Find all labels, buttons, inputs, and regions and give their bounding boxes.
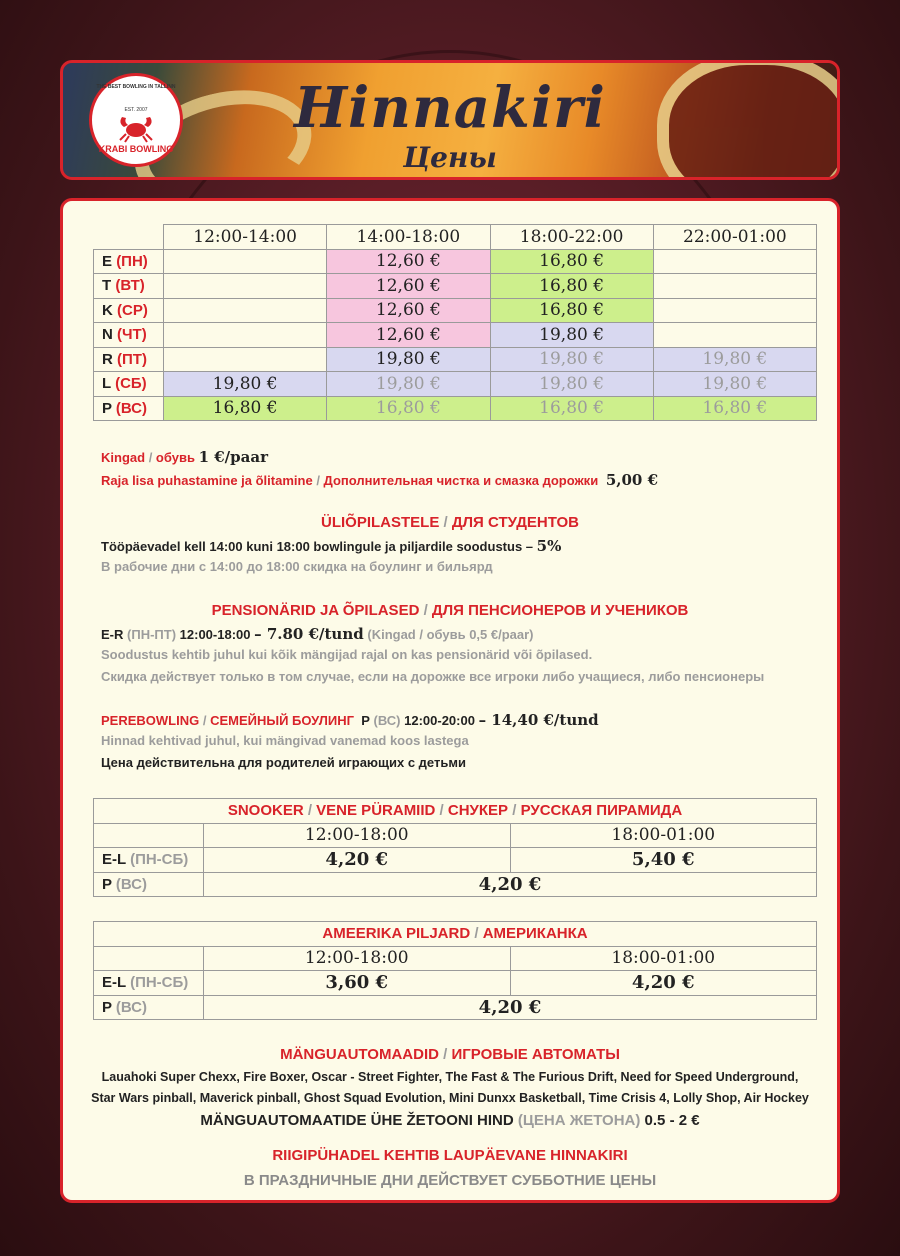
price-cell: 16,80 € — [490, 298, 653, 323]
table-row — [94, 347, 817, 372]
shoes-price: 1 €/paar — [198, 448, 268, 466]
price-cell — [164, 323, 327, 348]
price-cell: 19,80 € — [327, 347, 490, 372]
table-row — [94, 848, 817, 873]
time-slot-header: 12:00-14:00 — [164, 225, 327, 250]
day-code-ru: (ВТ) — [115, 277, 145, 295]
seniors-note-et: Soodustus kehtib juhul kui kõik mängijad rajal on kas pensionärid või õpilased. — [101, 647, 593, 662]
table-row — [94, 396, 817, 421]
logo-top-text: THE BEST BOWLING IN TALLINN — [96, 84, 176, 90]
seniors-title: PENSIONÄRID JA ÕPILASED — [211, 602, 420, 619]
price-cell — [164, 249, 327, 274]
price-cell — [653, 274, 816, 299]
day-code: K — [102, 301, 113, 319]
time-slot-header: 22:00-01:00 — [653, 225, 816, 250]
price-cell: 12,60 € — [327, 274, 490, 299]
day-label — [94, 274, 164, 299]
day-code-ru: (ПТ) — [117, 350, 147, 368]
table-row — [94, 372, 817, 397]
corner-cell — [94, 823, 204, 848]
seniors-shoes-note: (Kingad / обувь 0,5 €/paar) — [367, 627, 534, 642]
seniors-heading: PENSIONÄRID JA ÕPILASED / ДЛЯ ПЕНСИОНЕРОВ И УЧЕНИКОВ — [211, 602, 689, 619]
day-code-ru: (ПН-СБ) — [130, 851, 189, 869]
arcade-token-label: MÄNGUAUTOMAATIDE ÜHE ŽETOONI HIND — [200, 1112, 514, 1129]
price-cell: 19,80 € — [653, 347, 816, 372]
seniors-price-line — [101, 625, 534, 643]
time-slot-header: 18:00-01:00 — [510, 946, 817, 971]
price-cell: 16,80 € — [490, 274, 653, 299]
day-code-ru: (СБ) — [115, 375, 147, 393]
students-title-ru: ДЛЯ СТУДЕНТОВ — [451, 514, 580, 531]
logo-brand-text: KRABI BOWLING — [98, 144, 174, 154]
day-code-ru: (ВС) — [115, 875, 147, 893]
arcade-heading: MÄNGUAUTOMAADID / ИГРОВЫЕ АВТОМАТЫ — [280, 1046, 620, 1063]
time-slot-header: 18:00-01:00 — [510, 823, 817, 848]
family-days-ru: (ВС) — [373, 713, 401, 728]
day-label — [94, 298, 164, 323]
students-title: ÜLIÕPILASTELE — [320, 514, 440, 531]
day-label — [94, 347, 164, 372]
holiday-note-ru: В ПРАЗДНИЧНЫЕ ДНИ ДЕЙСТВУЕТ СУББОТНИЕ ЦЕНЫ — [243, 1172, 657, 1189]
day-label — [94, 372, 164, 397]
day-code: E — [102, 252, 113, 270]
time-slot-header: 18:00-22:00 — [490, 225, 653, 250]
lane-cleaning-label: Raja lisa puhastamine ja õlitamine — [101, 473, 313, 488]
day-code: E-L — [102, 974, 126, 992]
arcade-token-price: 0.5 - 2 € — [644, 1112, 700, 1129]
table-row — [94, 946, 817, 971]
table-header-row — [94, 225, 817, 250]
price-card — [60, 198, 840, 1203]
price-cell: 19,80 € — [164, 372, 327, 397]
family-title-ru: СЕМЕЙНЫЙ БОУЛИНГ — [210, 713, 354, 728]
arcade-games-line2: Star Wars pinball, Maverick pinball, Ghost Squad Evolution, Mini Dunxx Basketball, Time Crisis 4, Lolly Shop, Air Hockey — [91, 1091, 809, 1105]
table-row — [94, 298, 817, 323]
day-label — [94, 872, 204, 897]
shoes-label-ru: обувь — [155, 450, 195, 465]
arcade-games-line1: Lauahoki Super Chexx, Fire Boxer, Oscar - Street Fighter, The Fast & The Furious Drift, Need for Speed Underground, — [101, 1070, 799, 1084]
lane-cleaning-label-ru: Дополнительная чистка и смазка дорожки — [323, 473, 599, 488]
price-cell — [164, 298, 327, 323]
family-note-et: Hinnad kehtivad juhul, kui mängivad vanemad koos lastega — [101, 733, 469, 748]
snooker-title-b: VENE PÜRAMIID — [316, 802, 436, 820]
time-slot-header: 12:00-18:00 — [204, 946, 511, 971]
day-label — [94, 396, 164, 421]
day-code-ru: (ВС) — [115, 998, 147, 1016]
day-code-ru: (ПН) — [116, 252, 148, 270]
day-label — [94, 323, 164, 348]
snooker-title-a: SNOOKER — [227, 802, 304, 820]
price-cell: 12,60 € — [327, 323, 490, 348]
price-cell: 19,80 € — [490, 347, 653, 372]
price-cell — [164, 274, 327, 299]
students-text — [101, 537, 561, 555]
day-label — [94, 971, 204, 996]
holiday-note-et: RIIGIPÜHADEL KEHTIB LAUPÄEVANE HINNAKIRI — [272, 1147, 628, 1164]
price-cell: 19,80 € — [653, 372, 816, 397]
time-slot-header: 14:00-18:00 — [327, 225, 490, 250]
price-cell: 4,20 € — [204, 848, 511, 873]
page-title: Hinnakiri — [294, 75, 606, 141]
day-code: L — [102, 375, 111, 393]
page-subtitle: Цены — [403, 141, 497, 174]
snooker-price-table — [93, 798, 817, 897]
price-cell: 16,80 € — [653, 396, 816, 421]
day-label — [94, 249, 164, 274]
price-cell: 4,20 € — [204, 995, 817, 1020]
logo-est-text: EST. 2007 — [124, 107, 148, 113]
snooker-title-d: РУССКАЯ ПИРАМИДА — [520, 802, 683, 820]
price-cell: 3,60 € — [204, 971, 511, 996]
seniors-title-ru: ДЛЯ ПЕНСИОНЕРОВ И УЧЕНИКОВ — [431, 602, 689, 619]
price-cell: 4,20 € — [204, 872, 817, 897]
price-cell — [164, 347, 327, 372]
students-text-et: Tööpäevadel kell 14:00 kuni 18:00 bowlingule ja piljardile soodustus – — [101, 539, 534, 554]
day-label — [94, 848, 204, 873]
price-cell — [653, 298, 816, 323]
students-discount: 5% — [536, 537, 562, 555]
corner-cell — [94, 946, 204, 971]
day-code-ru: (ВС) — [115, 399, 147, 417]
seniors-days: E-R — [101, 627, 124, 642]
american-title-et: AMEERIKA PILJARD — [322, 925, 471, 943]
students-text-ru: В рабочие дни с 14:00 до 18:00 скидка на боулинг и бильярд — [101, 559, 493, 574]
table-row — [94, 995, 817, 1020]
price-cell: 16,80 € — [164, 396, 327, 421]
arcade-token-label-ru: (ЦЕНА ЖЕТОНА) — [517, 1112, 641, 1129]
family-price-line: PEREBOWLING / СЕМЕЙНЫЙ БОУЛИНГ P (ВС) 12:00-20:00 – 14,40 €/tund — [101, 711, 599, 729]
snooker-title: SNOOKER / VENE PÜRAMIID / СНУКЕР / РУССКАЯ ПИРАМИДА — [94, 799, 817, 824]
day-code: P — [102, 998, 112, 1016]
arcade-token-line — [63, 1112, 837, 1129]
table-row — [94, 323, 817, 348]
bowling-price-table — [93, 224, 817, 421]
day-code-ru: (СР) — [117, 301, 148, 319]
lane-cleaning-line: Raja lisa puhastamine ja õlitamine / Дополнительная чистка и смазка дорожки 5,00 € — [101, 471, 659, 489]
seniors-note-ru: Скидка действует только в том случае, если на дорожке все игроки либо учащиеся, либо пенсионеры — [101, 669, 765, 684]
day-code: N — [102, 326, 113, 344]
family-price: – 14,40 €/tund — [478, 711, 599, 729]
table-header-row — [94, 799, 817, 824]
day-code: E-L — [102, 851, 126, 869]
shoes-line: Kingad / обувь 1 €/paar — [101, 448, 268, 466]
table-row — [94, 249, 817, 274]
price-cell: 12,60 € — [327, 249, 490, 274]
price-cell — [653, 249, 816, 274]
price-cell: 16,80 € — [490, 396, 653, 421]
american-billiard-price-table — [93, 921, 817, 1020]
table-row — [94, 872, 817, 897]
header-banner — [60, 60, 840, 180]
shoes-label: Kingad — [101, 450, 146, 465]
price-cell: 12,60 € — [327, 298, 490, 323]
day-code: R — [102, 350, 113, 368]
day-code: P — [102, 399, 112, 417]
day-code-ru: (ЧТ) — [117, 326, 147, 344]
price-cell: 16,80 € — [490, 249, 653, 274]
time-slot-header: 12:00-18:00 — [204, 823, 511, 848]
day-code: P — [102, 875, 112, 893]
corner-cell — [94, 225, 164, 250]
arcade-title: MÄNGUAUTOMAADID — [280, 1046, 439, 1063]
family-note-ru: Цена действительна для родителей играющих с детьми — [101, 755, 466, 770]
snooker-title-c: СНУКЕР — [447, 802, 509, 820]
lane-cleaning-price: 5,00 € — [605, 471, 659, 489]
price-cell: 4,20 € — [510, 971, 817, 996]
family-hours: 12:00-20:00 — [404, 713, 475, 728]
seniors-days-ru: (ПН-ПТ) — [127, 627, 177, 642]
students-heading: ÜLIÕPILASTELE / ДЛЯ СТУДЕНТОВ — [320, 514, 580, 531]
family-title: PEREBOWLING — [101, 713, 200, 728]
price-cell: 19,80 € — [490, 372, 653, 397]
day-code-ru: (ПН-СБ) — [130, 974, 189, 992]
table-row — [94, 971, 817, 996]
price-cell: 5,40 € — [510, 848, 817, 873]
day-label — [94, 995, 204, 1020]
seniors-price: – 7.80 €/tund — [254, 625, 364, 643]
price-cell: 16,80 € — [327, 396, 490, 421]
price-cell: 19,80 € — [327, 372, 490, 397]
family-days: P — [361, 713, 370, 728]
american-billiard-title: AMEERIKA PILJARD / АМЕРИКАНКА — [94, 922, 817, 947]
price-cell — [653, 323, 816, 348]
table-row — [94, 823, 817, 848]
table-row — [94, 274, 817, 299]
american-title-ru: АМЕРИКАНКА — [482, 925, 588, 943]
seniors-hours: 12:00-18:00 — [179, 627, 251, 642]
arcade-title-ru: ИГРОВЫЕ АВТОМАТЫ — [451, 1046, 620, 1063]
day-code: T — [102, 277, 112, 295]
price-cell: 19,80 € — [490, 323, 653, 348]
table-header-row — [94, 922, 817, 947]
